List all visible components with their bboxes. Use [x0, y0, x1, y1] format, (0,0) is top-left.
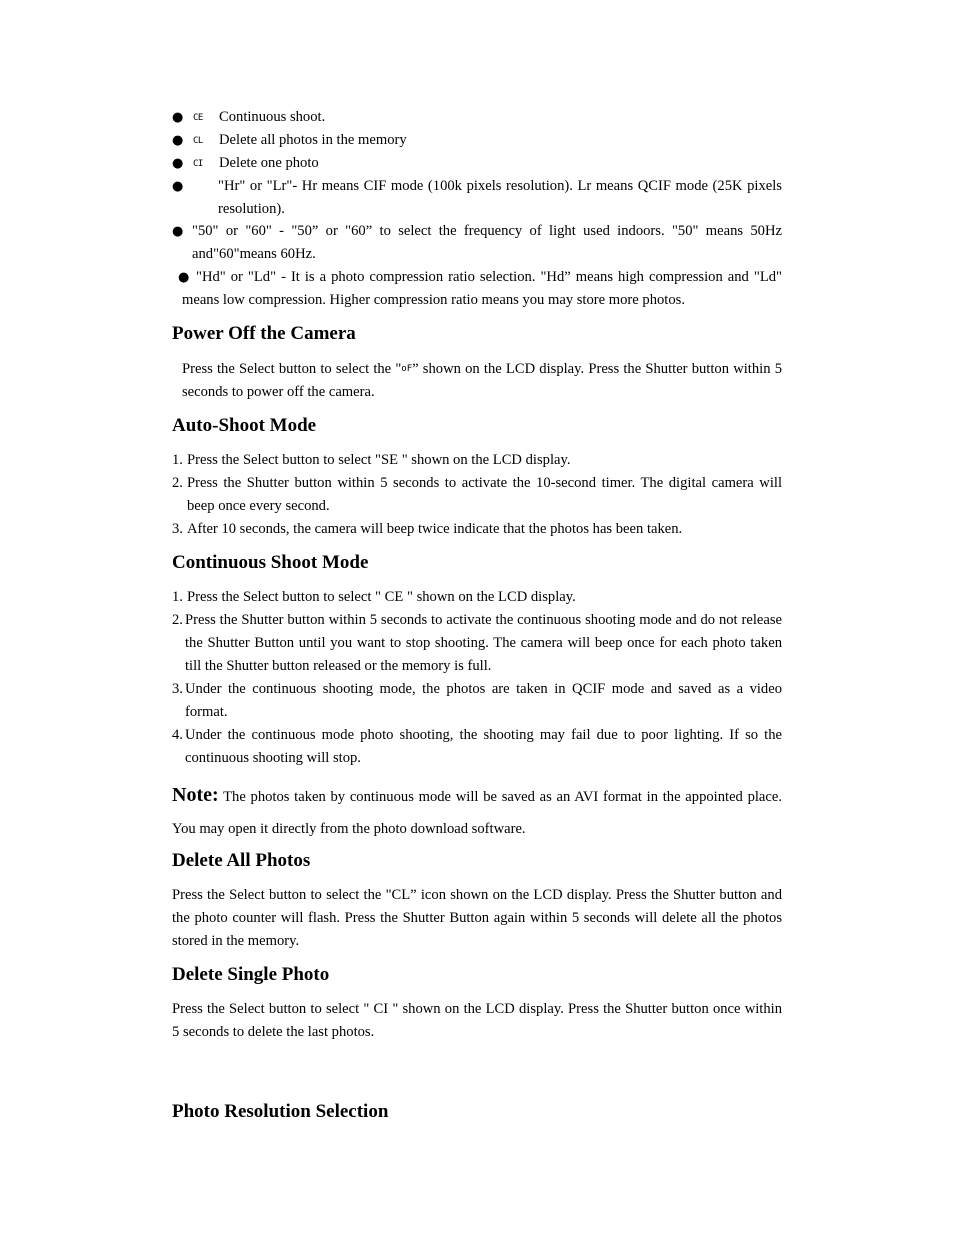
list-number: 2.: [172, 475, 183, 491]
power-off-text-after: ” shown on the LCD display. Press the Shutter button within 5 seconds to power off the camera.: [182, 361, 782, 400]
bullet-resolution: "Hr" or "Lr"- Hr means CIF mode (100k pixels resolution). Lr means QCIF mode (25K pixels resolution).: [218, 178, 782, 217]
auto-shoot-step-2: [187, 472, 782, 518]
list-number: 2.: [172, 612, 183, 628]
continuous-step-4: Under the continuous mode photo shooting, the shooting may fail due to poor lighting. If so the continuous shooting will stop.: [185, 727, 782, 766]
list-number: 1.: [172, 452, 183, 468]
lcd-ci-icon: CI: [193, 159, 203, 169]
heading-photo-resolution: Photo Resolution Selection: [172, 1101, 389, 1122]
bullet-dot: ●: [172, 133, 184, 148]
bullet-delete-all-text: Delete all photos in the memory: [219, 132, 407, 148]
bullet-delete-one: [193, 152, 783, 176]
bullet-continuous: [193, 106, 783, 130]
list-number: 3.: [172, 681, 183, 697]
continuous-step-2: Press the Shutter button within 5 seconds to activate the continuous shooting mode and do not release the Shutter Button until you want to stop shooting. The camera will beep once for each photo taken till the Shutter button released or the memory is full.: [185, 612, 782, 674]
delete-all-paragraph: Press the Select button to select the "CL” icon shown on the LCD display. Press the Shutter button and the photo counter will flash. Press the Shutter Button again within 5 seconds will delete all the photos stored in the memory.: [172, 887, 782, 949]
continuous-step-3: Under the continuous shooting mode, the photos are taken in QCIF mode and saved as a video format.: [185, 681, 782, 720]
lcd-cl-icon: CL: [193, 136, 203, 146]
delete-single-paragraph: Press the Select button to select " CI " shown on the LCD display. Press the Shutter button once within 5 seconds to delete the last photos.: [172, 1001, 782, 1040]
heading-power-off: Power Off the Camera: [172, 323, 356, 344]
heading-auto-shoot: Auto-Shoot Mode: [172, 415, 317, 436]
auto-shoot-step-3: After 10 seconds, the camera will beep twice indicate that the photos has been taken.: [187, 521, 683, 537]
note-paragraph: [172, 779, 782, 845]
bullet-dot: ●: [178, 270, 190, 285]
power-off-paragraph: [182, 358, 782, 404]
lcd-off-icon: oF: [401, 364, 413, 374]
bullet-compression: "Hd" or "Ld" - It is a photo compression ratio selection. "Hd” means high compression and "Ld" means low compression. Higher compression ratio means you may store more photos.: [182, 269, 782, 308]
auto-shoot-step-2-text: Press the Shutter button within 5 seconds to activate the 10-second timer. The digital camera will beep once every second.: [187, 475, 782, 514]
heading-delete-single: Delete Single Photo: [172, 964, 330, 985]
bullet-continuous-text: Continuous shoot.: [219, 109, 326, 125]
bullet-dot: ●: [172, 156, 184, 171]
bullet-dot: ●: [172, 110, 184, 125]
continuous-step-1: Press the Select button to select " CE " shown on the LCD display.: [187, 589, 576, 605]
heading-delete-all: Delete All Photos: [172, 850, 311, 871]
note-text: The photos taken by continuous mode will be saved as an AVI format in the appointed place. You may open it directly from the photo download software.: [172, 789, 782, 837]
list-number: 4.: [172, 727, 183, 743]
bullet-frequency: "50" or "60" - "50” or "60” to select the frequency of light used indoors. "50" means 50Hz and"60"means 60Hz.: [192, 223, 782, 262]
auto-shoot-step-1: Press the Select button to select "SE " shown on the LCD display.: [187, 452, 571, 468]
lcd-ce-icon: CE: [193, 113, 203, 123]
power-off-text-before: Press the Select button to select the ": [182, 361, 402, 377]
bullet-dot: ●: [172, 179, 184, 194]
bullet-dot: ●: [172, 224, 184, 239]
list-number: 3.: [172, 521, 183, 537]
list-number: 1.: [172, 589, 183, 605]
bullet-delete-all: [193, 129, 783, 153]
heading-continuous-shoot: Continuous Shoot Mode: [172, 552, 369, 573]
note-label: Note:: [172, 784, 219, 806]
bullet-delete-one-text: Delete one photo: [219, 155, 319, 171]
